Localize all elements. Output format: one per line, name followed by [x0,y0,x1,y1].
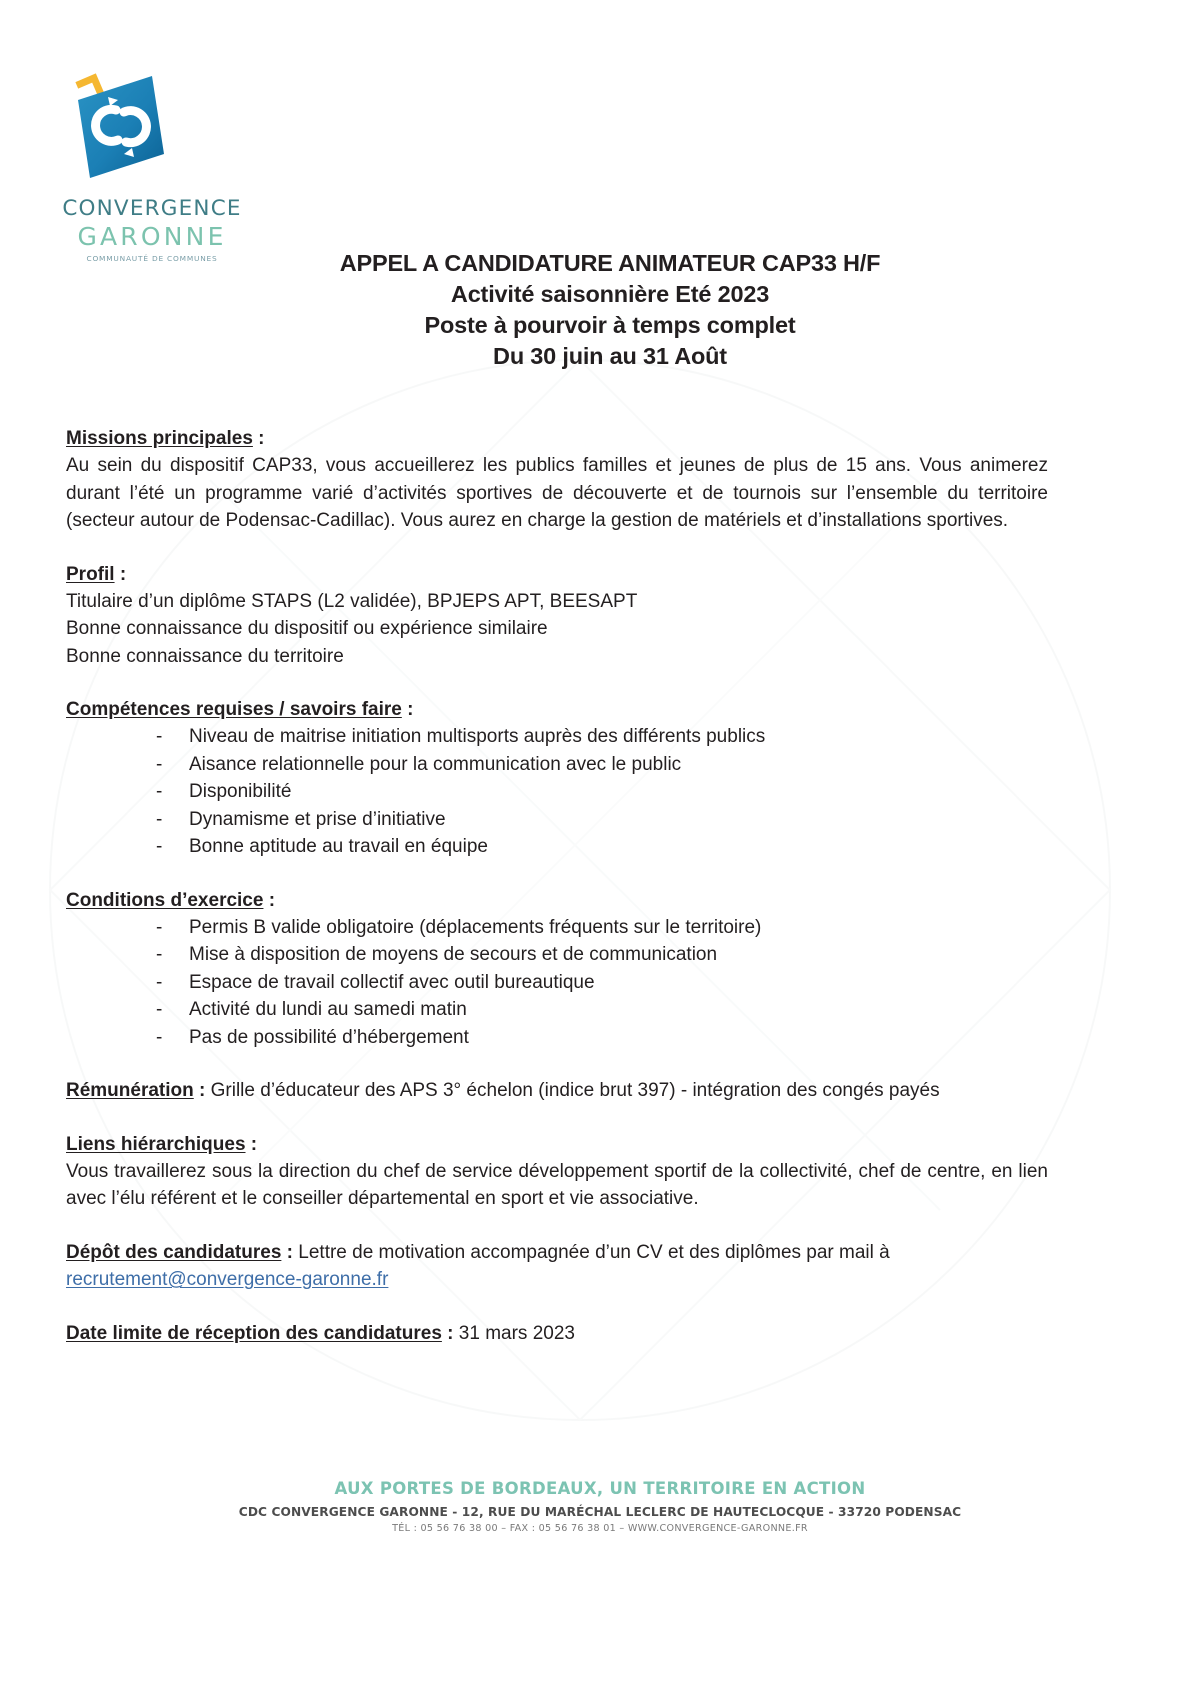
date-limite-value: 31 mars 2023 [453,1322,575,1344]
section-heading-missions [66,425,1048,452]
organization-logo [52,62,252,263]
list-item: - Disponibilité [156,778,1048,806]
profil-line: Bonne connaissance du dispositif ou expérience similaire [66,618,548,639]
competences-list [66,723,1048,861]
footer-contact: TÉL : 05 56 76 38 00 – FAX : 05 56 76 38 01 – WWW.CONVERGENCE-GARONNE.FR [392,1523,808,1534]
list-item: - Espace de travail collectif avec outil bureautique [156,969,1048,997]
list-item: - Bonne aptitude au travail en équipe [156,833,1048,861]
document-body [66,425,1048,1347]
section-heading-profil-label: Profil [66,563,115,585]
title-line-3: Poste à pourvoir à temps complet [424,312,796,338]
recruitment-email-link[interactable]: recrutement@convergence-garonne.fr [66,1269,389,1290]
logo-subtitle: COMMUNAUTÉ DE COMMUNES [86,254,218,263]
logo-word-convergence: CONVERGENCE [62,196,242,221]
section-depot [66,1239,1048,1267]
title-line-4: Du 30 juin au 31 Août [493,343,727,369]
section-heading-conditions-label: Conditions d’exercice [66,889,264,911]
section-heading-liens [66,1131,1048,1158]
section-heading-remuneration-colon: : [193,1080,206,1101]
section-heading-competences-colon: : [401,699,414,720]
depot-email-line [66,1266,1048,1294]
list-item: - Permis B valide obligatoire (déplacements fréquents sur le territoire) [156,914,1048,942]
document-title [180,248,1040,372]
footer-tagline: AUX PORTES DE BORDEAUX, UN TERRITOIRE EN ACTION [334,1479,866,1498]
liens-paragraph: Vous travaillerez sous la direction du chef de service développement sportif de la collectivité, chef de centre, en lien avec l’élu référent et le conseiller départemental en sport et vie associative. [66,1160,1048,1209]
list-item: - Dynamisme et prise d’initiative [156,806,1048,834]
title-line-1: APPEL A CANDIDATURE ANIMATEUR CAP33 H/F [339,250,881,276]
remuneration-text: Grille d’éducateur des APS 3° échelon (indice brut 397) - intégration des congés payés [205,1080,940,1101]
section-remuneration [66,1077,1048,1105]
list-item: - Niveau de maitrise initiation multisports auprès des différents publics [156,723,1048,751]
section-heading-date-limite-colon: : [441,1322,454,1344]
page-footer [0,1478,1200,1536]
section-heading-depot-label: Dépôt des candidatures [66,1241,282,1263]
section-heading-missions-label: Missions principales [66,428,253,449]
conditions-list [66,914,1048,1052]
section-heading-competences [66,696,1048,723]
profil-line: Titulaire d’un diplôme STAPS (L2 validée), BPJEPS APT, BEESAPT [66,590,638,612]
section-heading-conditions [66,887,1048,914]
depot-text: Lettre de motivation accompagnée d’un CV et des diplômes par mail à [293,1241,890,1263]
section-heading-remuneration-label: Rémunération [66,1080,194,1101]
section-date-limite [66,1320,1048,1348]
footer-address: CDC CONVERGENCE GARONNE - 12, RUE DU MARÉCHAL LECLERC DE HAUTECLOCQUE - 33720 PODENSAC [238,1505,962,1519]
profil-line: Bonne connaissance du territoire [66,645,344,667]
section-heading-conditions-colon: : [263,889,276,911]
section-heading-liens-colon: : [245,1133,258,1155]
logo-word-garonne: GARONNE [77,222,227,251]
section-heading-competences-label: Compétences requises / savoirs faire [66,699,402,720]
section-heading-profil [66,561,1048,588]
list-item: - Aisance relationnelle pour la communication avec le public [156,751,1048,779]
list-item: - Mise à disposition de moyens de secours et de communication [156,941,1048,969]
title-line-2: Activité saisonnière Eté 2023 [450,281,770,307]
section-heading-liens-label: Liens hiérarchiques [66,1133,246,1155]
list-item: - Activité du lundi au samedi matin [156,996,1048,1024]
section-heading-missions-colon: : [252,428,265,449]
section-heading-date-limite-label: Date limite de réception des candidatures [66,1322,442,1344]
convergence-garonne-logo-icon [60,62,180,192]
section-heading-profil-colon: : [114,563,127,585]
profil-lines [66,588,1048,671]
missions-paragraph: Au sein du dispositif CAP33, vous accueillerez les publics familles et jeunes de plus de 15 ans. Vous animerez durant l’été un programme varié d’activités sportives de découverte et de tournois sur l’ensemble du territoire (secteur autour de Podensac-Cadillac). Vous aurez en charge la gestion de matériels et d’installations sportives. [66,455,1048,531]
section-heading-depot-colon: : [281,1241,293,1263]
list-item: - Pas de possibilité d’hébergement [156,1024,1048,1052]
